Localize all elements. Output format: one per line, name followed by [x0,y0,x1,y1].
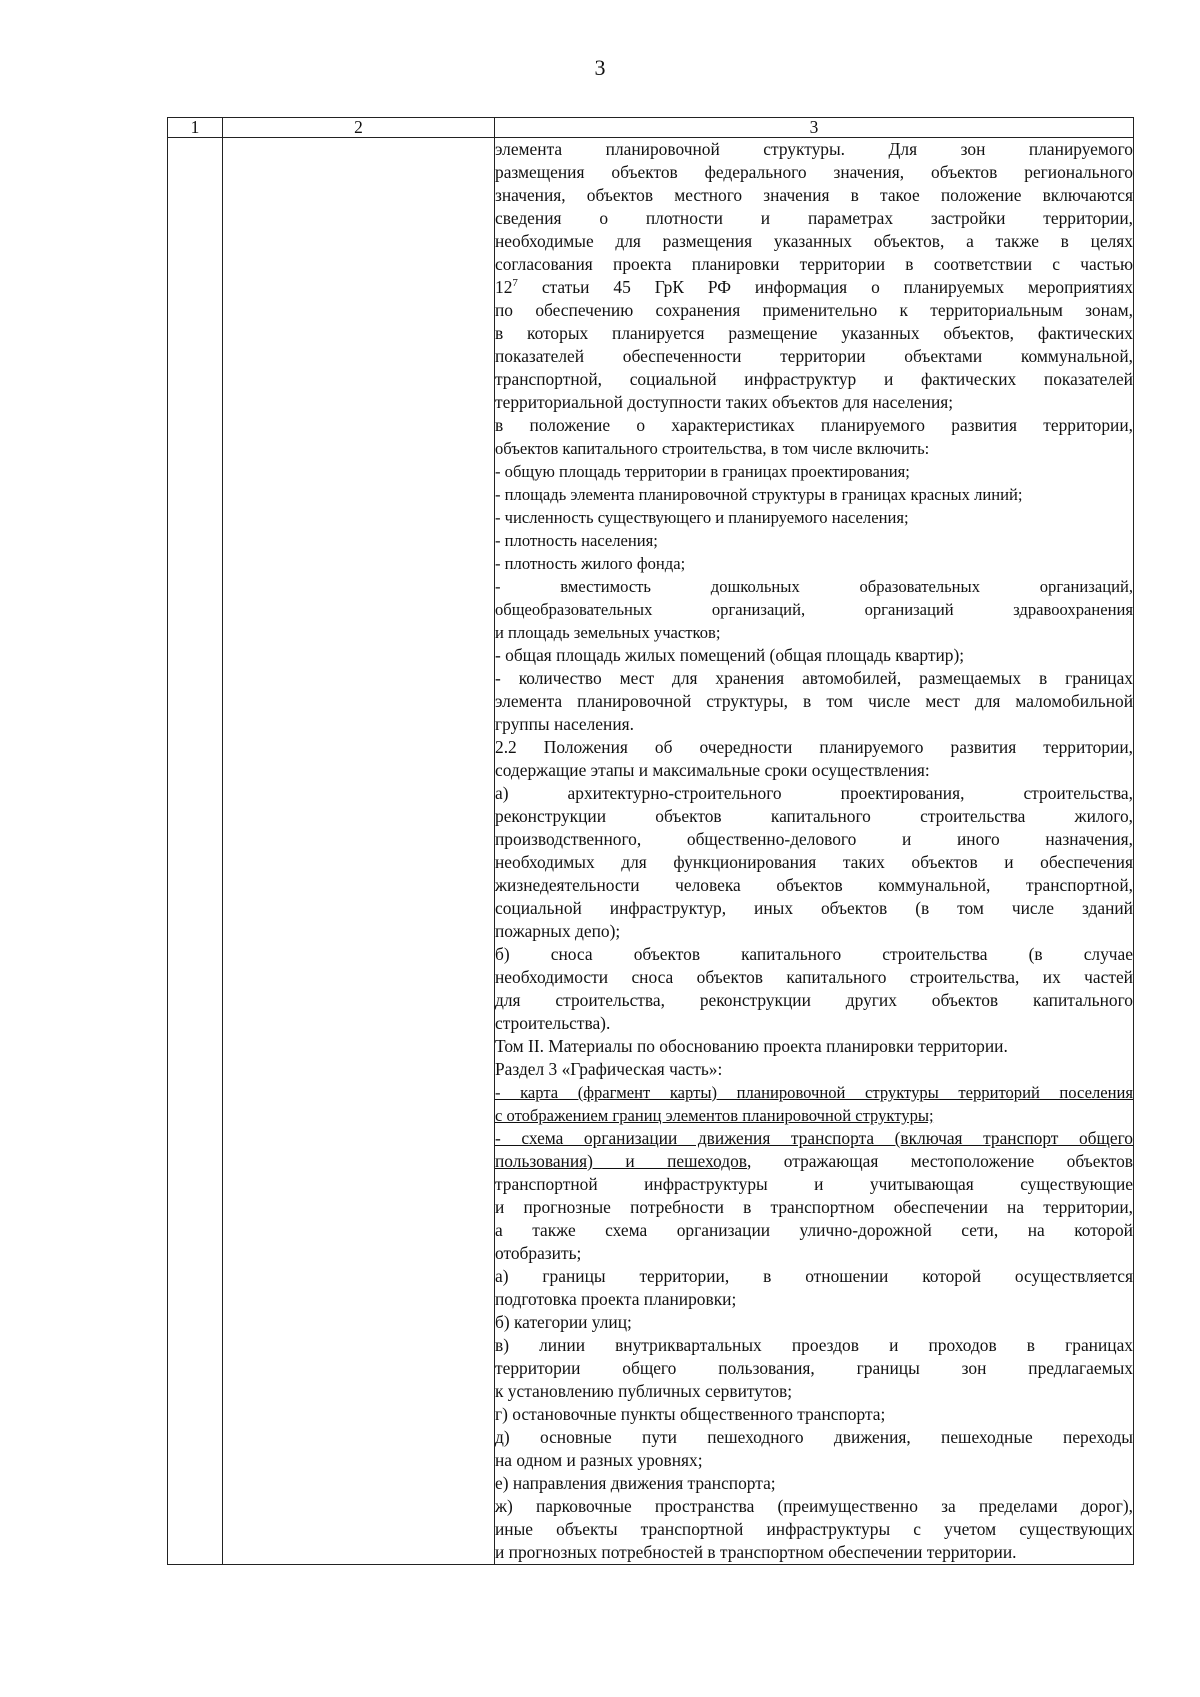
text-line [495,437,1133,460]
text-line [495,460,1133,483]
line-text: к установлению публичных сервитутов; [495,1381,793,1401]
text-line [495,1380,1133,1403]
line-text: группы населения. [495,714,634,734]
line-text: - плотность жилого фонда; [495,554,686,573]
text-line [495,207,1133,230]
line-text: необходимых для функционирования таких объектов и обеспечения [495,852,1133,872]
text-line [495,1012,1133,1035]
text-line [495,1127,1133,1150]
text-line [495,345,1133,368]
line-text: строительства). [495,1013,611,1033]
column-header-3: 3 [495,118,1134,138]
text-line [495,1357,1133,1380]
line-text: пожарных депо); [495,921,621,941]
line-text: 12 [495,277,513,297]
text-line [495,1242,1133,1265]
line-text: Том II. Материалы по обоснованию проекта планировки территории. [495,1036,1008,1056]
line-text: территории общего пользования, границы зон предлагаемых [495,1358,1133,1378]
text-line [495,874,1133,897]
text-line [495,966,1133,989]
line-text: необходимые для размещения указанных объектов, а также в целях [495,231,1133,251]
text-line [495,598,1133,621]
line-text: в положение о характеристиках планируемого развития территории, [495,415,1133,435]
column-header-2: 2 [223,118,495,138]
text-line [495,828,1133,851]
text-line [495,851,1133,874]
text-line [495,1150,1133,1173]
text-line [495,1403,1133,1426]
text-line [495,1104,1133,1127]
line-text: а также схема организации улично-дорожной сети, на которой [495,1220,1133,1240]
line-text: - общую площадь территории в границах проектирования; [495,462,910,481]
line-text: общеобразовательных организаций, организаций здравоохранения [495,600,1133,619]
line-text: и прогнозные потребности в транспортном обеспечении на территории, [495,1197,1133,1217]
text-line [495,989,1133,1012]
text-line [495,897,1133,920]
text-line [495,782,1133,805]
text-line [495,575,1133,598]
text-line [495,1265,1133,1288]
line-text: элемента планировочной структуры, в том числе мест для маломобильной [495,691,1133,711]
text-line [495,1426,1133,1449]
text-line [495,299,1133,322]
text-line [495,391,1133,414]
line-text: д) основные пути пешеходного движения, пешеходные переходы [495,1427,1133,1447]
page-number: 3 [594,55,606,80]
line-text: - площадь элемента планировочной структуры в границах красных линий; [495,485,1023,504]
line-text: содержащие этапы и максимальные сроки осуществления: [495,760,930,780]
text-line [495,1288,1133,1311]
text-line [495,276,1133,299]
line-text: по обеспечению сохранения применительно к территориальным зонам, [495,300,1133,320]
text-line [495,1081,1133,1104]
line-text: - схема организации движения транспорта (включая транспорт общего [495,1128,1133,1148]
text-line [495,1518,1133,1541]
line-text: пользования) и пешеходов [495,1151,748,1171]
line-text: в) линии внутриквартальных проездов и проходов в границах [495,1335,1133,1355]
line-text: отобразить; [495,1243,582,1263]
line-text: социальной инфраструктур, иных объектов (в том числе зданий [495,898,1133,918]
line-text: и площадь земельных участков; [495,623,721,642]
table-row [168,138,1134,1565]
text-line [495,1173,1133,1196]
line-text: элемента планировочной структуры. Для зон планируемого [495,139,1133,159]
line-text: ж) парковочные пространства (преимущественно за пределами дорог), [495,1496,1133,1516]
line-text: сведения о плотности и параметрах застройки территории, [495,208,1133,228]
line-text: е) направления движения транспорта; [495,1473,776,1493]
table-header-row [168,118,1134,138]
line-text: подготовка проекта планировки; [495,1289,737,1309]
text-line [495,621,1133,644]
column-header-1: 1 [168,118,223,138]
text-line [495,1035,1133,1058]
line-text: а) границы территории, в отношении которой осуществляется [495,1266,1133,1286]
text-line [495,943,1133,966]
text-line [495,920,1133,943]
line-text: на одном и разных уровнях; [495,1450,703,1470]
line-text-continuation: статьи 45 ГрК РФ информация о планируемых мероприятиях [517,277,1133,297]
line-text: а) архитектурно-строительного проектирования, строительства, [495,783,1133,803]
line-text: иные объекты транспортной инфраструктуры с учетом существующих [495,1519,1133,1539]
text-line [495,805,1133,828]
line-text: - вместимость дошкольных образовательных организаций, [495,577,1133,596]
text-line [495,138,1133,161]
text-line [495,759,1133,782]
text-line [495,161,1133,184]
line-text: б) категории улиц; [495,1312,632,1332]
text-line [495,1541,1133,1564]
text-line [495,1334,1133,1357]
text-line [495,368,1133,391]
line-text: объектов капитального строительства, в том числе включить: [495,439,930,458]
line-text: 2.2 Положения об очередности планируемого развития территории, [495,737,1133,757]
line-text: Раздел 3 «Графическая часть»: [495,1059,723,1079]
text-line [495,529,1133,552]
cell-col-1 [168,138,223,1565]
line-text: транспортной, социальной инфраструктур и фактических показателей [495,369,1133,389]
text-line [495,1219,1133,1242]
line-text: с отображением границ элементов планировочной структуры; [495,1106,934,1125]
line-text: г) остановочные пункты общественного транспорта; [495,1404,886,1424]
text-line [495,506,1133,529]
line-text: для строительства, реконструкции других объектов капитального [495,990,1133,1010]
text-line [495,736,1133,759]
text-line [495,552,1133,575]
text-line [495,1472,1133,1495]
text-line [495,1449,1133,1472]
line-text: и прогнозных потребностей в транспортном обеспечении территории. [495,1542,1017,1562]
line-text: - карта (фрагмент карты) планировочной структуры территорий поселения [495,1083,1133,1102]
text-line [495,667,1133,690]
line-text: территориальной доступности таких объектов для населения; [495,392,954,412]
line-text: - плотность населения; [495,531,658,550]
text-line [495,483,1133,506]
line-text: - количество мест для хранения автомобилей, размещаемых в границах [495,668,1133,688]
document-table [167,117,1134,1565]
line-text: - численность существующего и планируемого населения; [495,508,909,527]
line-text: в которых планируется размещение указанных объектов, фактических [495,323,1133,343]
line-text: - общая площадь жилых помещений (общая площадь квартир); [495,645,965,665]
cell-col-3-content [495,138,1134,1565]
line-text: жизнедеятельности человека объектов коммунальной, транспортной, [495,875,1133,895]
text-line [495,1495,1133,1518]
cell-col-2 [223,138,495,1565]
text-line [495,644,1133,667]
line-text: транспортной инфраструктуры и учитывающая существующие [495,1174,1133,1194]
line-text: согласования проекта планировки территории в соответствии с частью [495,254,1133,274]
line-text: производственного, общественно-делового и иного назначения, [495,829,1133,849]
line-text: показателей обеспеченности территории объектами коммунальной, [495,346,1133,366]
text-line [495,690,1133,713]
text-line [495,1058,1133,1081]
text-line [495,713,1133,736]
text-line [495,1311,1133,1334]
line-text: б) сноса объектов капитального строительства (в случае [495,944,1133,964]
line-text-continuation: , отражающая местоположение объектов [747,1151,1133,1171]
line-text: размещения объектов федерального значения, объектов регионального [495,162,1133,182]
text-line [495,184,1133,207]
text-line [495,230,1133,253]
text-line [495,253,1133,276]
text-line [495,322,1133,345]
line-text: значения, объектов местного значения в такое положение включаются [495,185,1133,205]
text-line [495,1196,1133,1219]
superscript: 7 [512,277,518,290]
line-text: необходимости сноса объектов капитального строительства, их частей [495,967,1133,987]
line-text: реконструкции объектов капитального строительства жилого, [495,806,1133,826]
text-line [495,414,1133,437]
